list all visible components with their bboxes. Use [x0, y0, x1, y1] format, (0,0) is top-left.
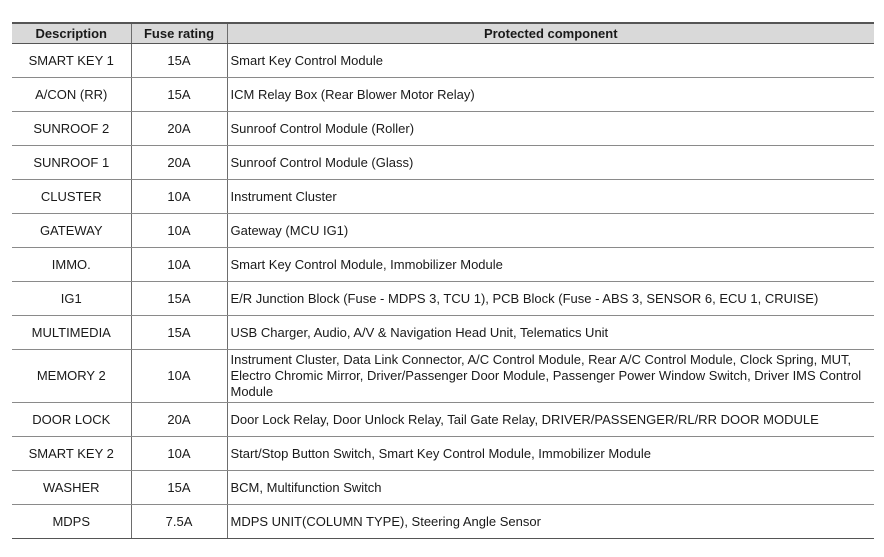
table-row — [12, 403, 874, 437]
cell-fuse-rating: 10A — [131, 350, 227, 403]
table-row — [12, 505, 874, 539]
cell-fuse-rating: 15A — [131, 44, 227, 78]
cell-description: MEMORY 2 — [12, 350, 131, 403]
cell-fuse-rating: 10A — [131, 180, 227, 214]
table-row — [12, 350, 874, 403]
cell-protected-component: ICM Relay Box (Rear Blower Motor Relay) — [227, 78, 874, 112]
cell-description: MULTIMEDIA — [12, 316, 131, 350]
cell-description: SUNROOF 1 — [12, 146, 131, 180]
cell-protected-component: Sunroof Control Module (Glass) — [227, 146, 874, 180]
cell-fuse-rating: 10A — [131, 214, 227, 248]
cell-description: WASHER — [12, 471, 131, 505]
cell-fuse-rating: 15A — [131, 316, 227, 350]
cell-fuse-rating: 15A — [131, 471, 227, 505]
cell-description: A/CON (RR) — [12, 78, 131, 112]
cell-description: GATEWAY — [12, 214, 131, 248]
table-row — [12, 180, 874, 214]
table-row — [12, 248, 874, 282]
cell-description: SMART KEY 2 — [12, 437, 131, 471]
table-row — [12, 78, 874, 112]
table-row — [12, 146, 874, 180]
table-row — [12, 112, 874, 146]
cell-description: IMMO. — [12, 248, 131, 282]
table-row — [12, 282, 874, 316]
cell-description: CLUSTER — [12, 180, 131, 214]
cell-protected-component: Sunroof Control Module (Roller) — [227, 112, 874, 146]
cell-protected-component: E/R Junction Block (Fuse - MDPS 3, TCU 1), PCB Block (Fuse - ABS 3, SENSOR 6, ECU 1, CRUISE) — [227, 282, 874, 316]
table-row — [12, 316, 874, 350]
header-protected-component: Protected component — [227, 23, 874, 44]
table-row — [12, 437, 874, 471]
table-header-row — [12, 23, 874, 44]
cell-protected-component: Door Lock Relay, Door Unlock Relay, Tail Gate Relay, DRIVER/PASSENGER/RL/RR DOOR MODULE — [227, 403, 874, 437]
cell-description: DOOR LOCK — [12, 403, 131, 437]
cell-protected-component: MDPS UNIT(COLUMN TYPE), Steering Angle Sensor — [227, 505, 874, 539]
cell-protected-component: BCM, Multifunction Switch — [227, 471, 874, 505]
cell-protected-component: Gateway (MCU IG1) — [227, 214, 874, 248]
cell-fuse-rating: 20A — [131, 146, 227, 180]
cell-fuse-rating: 15A — [131, 78, 227, 112]
cell-protected-component: Smart Key Control Module, Immobilizer Module — [227, 248, 874, 282]
cell-protected-component: Start/Stop Button Switch, Smart Key Control Module, Immobilizer Module — [227, 437, 874, 471]
cell-fuse-rating: 7.5A — [131, 505, 227, 539]
cell-description: SUNROOF 2 — [12, 112, 131, 146]
cell-protected-component: Smart Key Control Module — [227, 44, 874, 78]
header-description: Description — [12, 23, 131, 44]
table-row — [12, 44, 874, 78]
cell-description: SMART KEY 1 — [12, 44, 131, 78]
table-row — [12, 471, 874, 505]
fuse-table — [12, 22, 874, 539]
cell-fuse-rating: 15A — [131, 282, 227, 316]
cell-description: IG1 — [12, 282, 131, 316]
cell-fuse-rating: 20A — [131, 112, 227, 146]
fuse-table-container — [12, 22, 874, 539]
table-row — [12, 214, 874, 248]
cell-fuse-rating: 20A — [131, 403, 227, 437]
cell-protected-component: Instrument Cluster, Data Link Connector, A/C Control Module, Rear A/C Control Module, Clock Spring, MUT, Electro Chromic Mirror, Driver/Passenger Door Module, Passenger Power Window Switch, Driver IMS Control Module — [227, 350, 874, 403]
cell-description: MDPS — [12, 505, 131, 539]
cell-protected-component: Instrument Cluster — [227, 180, 874, 214]
cell-fuse-rating: 10A — [131, 437, 227, 471]
header-fuse-rating: Fuse rating — [131, 23, 227, 44]
cell-fuse-rating: 10A — [131, 248, 227, 282]
cell-protected-component: USB Charger, Audio, A/V & Navigation Head Unit, Telematics Unit — [227, 316, 874, 350]
